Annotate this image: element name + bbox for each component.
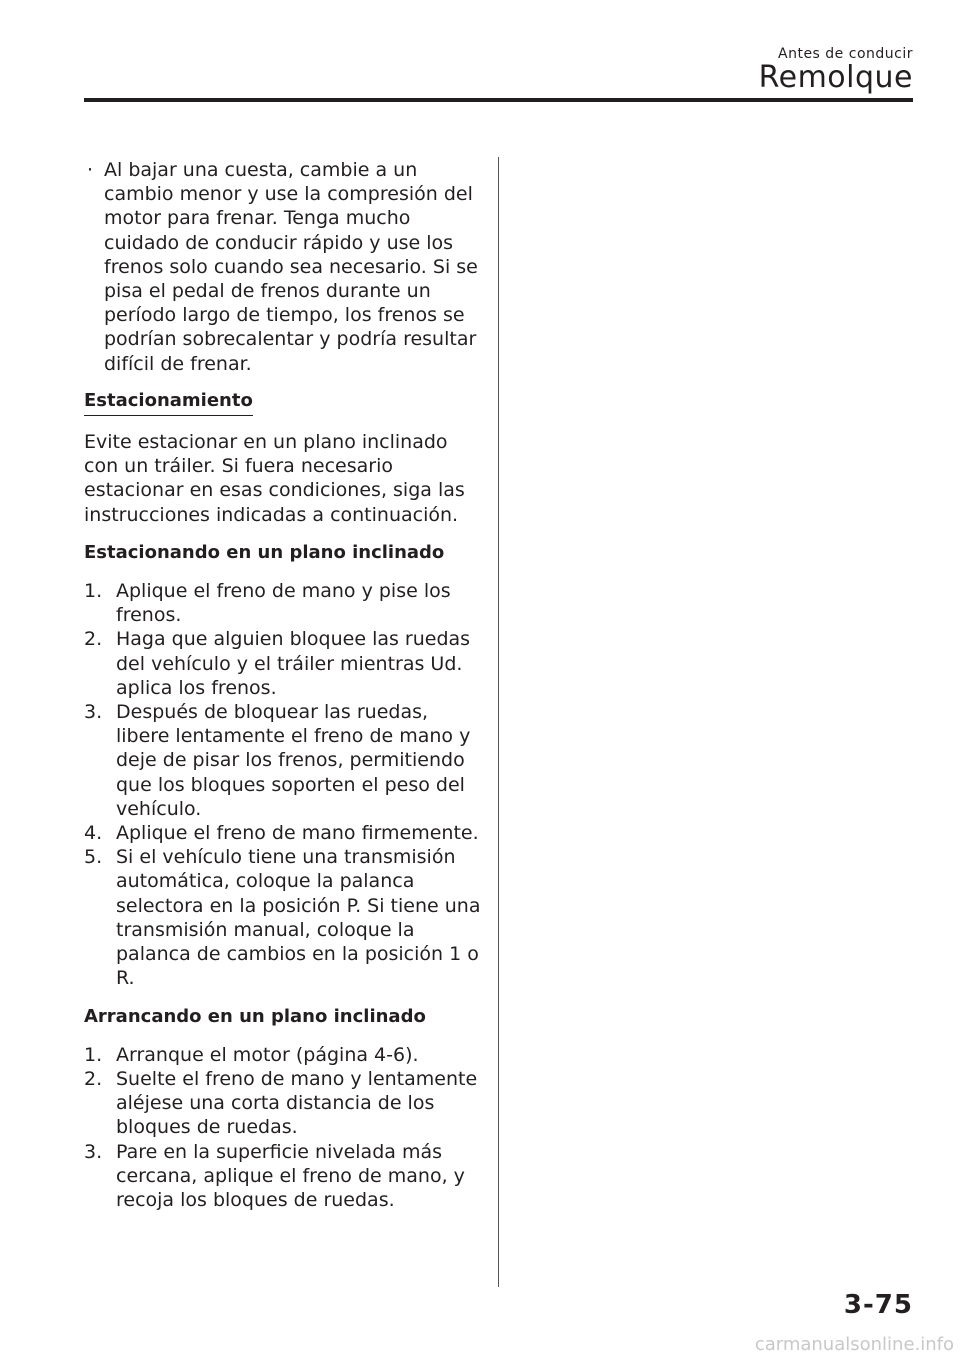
list-item: [84, 1140, 484, 1213]
list-item: [84, 845, 484, 990]
parking-heading: Estacionamiento: [84, 389, 253, 416]
header-section-label: Antes de conducir: [778, 46, 913, 62]
step-number: 2.: [84, 1067, 103, 1090]
list-item: [84, 700, 484, 821]
parking-intro: Evite estacionar en un plano inclinado con un tráiler. Si fuera necesario estacionar en esas condiciones, siga las instrucciones indicadas a continuación.: [84, 431, 465, 526]
list-item: [84, 821, 484, 845]
starting-steps-list: [84, 1043, 484, 1212]
bullet-text: Al bajar una cuesta, cambie a un cambio menor y use la compresión del motor para frenar. Tenga mucho cuidado de conducir rápido y use los frenos solo cuando sea necesario. Si se pisa el pedal de frenos durante un período largo de tiempo, los frenos se podrían sobrecalentar y podría resultar difícil de frenar.: [104, 159, 478, 375]
parking-steps-list: [84, 579, 484, 990]
step-text: Haga que alguien bloquee las ruedas del vehículo y el tráiler mientras Ud. aplica los frenos.: [116, 628, 471, 699]
step-number: 4.: [84, 822, 103, 845]
parking-incline-heading: Estacionando en un plano inclinado: [84, 541, 445, 563]
step-text: Aplique el freno de mano y pise los frenos.: [116, 580, 451, 627]
step-text: Después de bloquear las ruedas, libere lentamente el freno de mano y deje de pisar los frenos, permitiendo que los bloques soporten el peso del vehículo.: [116, 701, 471, 820]
step-number: 1.: [84, 1043, 103, 1066]
step-number: 2.: [84, 628, 103, 651]
step-number: 1.: [84, 580, 103, 603]
list-item: [84, 579, 484, 627]
list-item: [84, 1067, 484, 1140]
page-title: Remolque: [758, 60, 913, 95]
step-number: 5.: [84, 846, 103, 869]
bullet-mark: ·: [87, 159, 94, 181]
step-text: Pare en la superficie nivelada más cercana, aplique el freno de mano, y recoja los bloques de ruedas.: [116, 1140, 465, 1211]
step-text: Suelte el freno de mano y lentamente aléjese una corta distancia de los bloques de ruedas.: [116, 1067, 478, 1139]
page-number: 3-75: [843, 1290, 913, 1320]
column-divider: [498, 157, 499, 1287]
left-column: [84, 158, 484, 1226]
bullet-item: [84, 158, 484, 376]
step-text: Aplique el freno de mano firmemente.: [116, 822, 479, 845]
step-text: Arranque el motor (página 4-6).: [116, 1043, 419, 1066]
step-number: 3.: [84, 701, 103, 724]
list-item: [84, 1043, 484, 1067]
header-rule: [84, 98, 913, 102]
step-text: Si el vehículo tiene una transmisión automática, coloque la palanca selectora en la posición P. Si tiene una transmisión manual, coloque la palanca de cambios en la posición 1 o R.: [116, 846, 481, 990]
starting-heading: Arrancando en un plano inclinado: [84, 1005, 426, 1027]
watermark: carmanualsonline.info: [754, 1334, 954, 1355]
list-item: [84, 627, 484, 700]
step-number: 3.: [84, 1140, 103, 1163]
